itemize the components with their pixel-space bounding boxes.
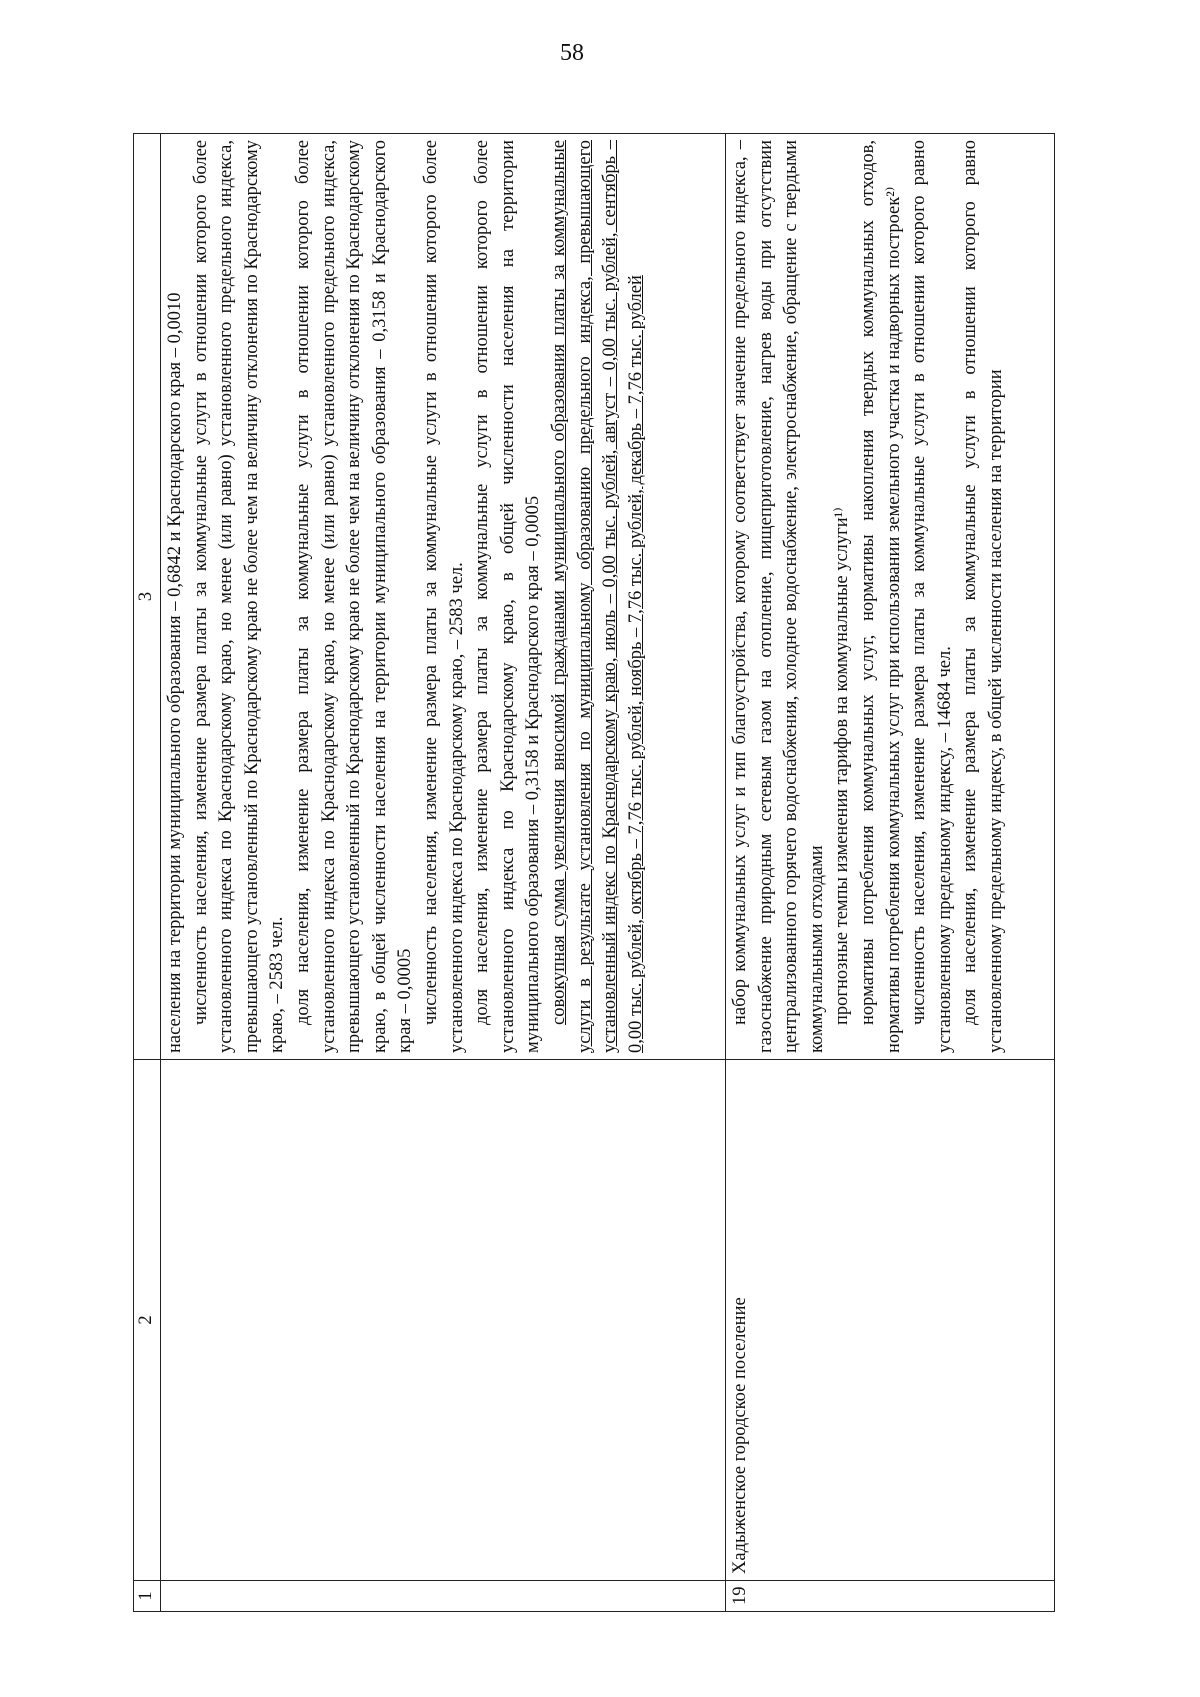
- row-number-cell: [161, 1581, 726, 1612]
- paragraph-tariff-forecast: прогнозные темпы изменения тарифов на коммунальные услуги¹⁾: [832, 507, 853, 1025]
- municipality-name-cell: Хадыженское городское поселение: [726, 1060, 1055, 1581]
- paragraph-share-population-start: населения на территории муниципального образования – 0,6842 и Краснодарского края – 0,0010: [165, 292, 185, 1053]
- row-details-cell: [161, 134, 726, 1060]
- paragraph-population-count: численность населения, изменение размера платы за коммунальные услуги в отношении которого равно установленному предельному индексу, – 14684 чел.: [909, 140, 955, 1053]
- paragraph-services-set: набор коммунальных услуг и тип благоустройства, которому соответствует значение предельного индекса, – газоснабжение природным сетевым газом на отопление, пищеприготовление, нагрев воды при отсутствии централизованного горячего водоснабжения, холодное водоснабжение, электроснабжение, обращение с твердыми коммунальными отходами: [730, 140, 827, 1053]
- row-name-cell: [161, 1060, 726, 1581]
- paragraph-population-share-2: доля населения, изменение размера платы за коммунальные услуги в отношении которого более установленного индекса по Краснодарскому краю, в общей численности населения на территории муниципального образования – 0,3158 и Краснодарского края – 0,0005: [472, 140, 544, 1053]
- table-row-continued: [161, 134, 726, 1612]
- paragraph-total-increase: совокупная сумма увеличения вносимой гражданами муниципального образования платы за коммунальные услуги в результате установления по муниципальному образованию предельного индекса, превышающего установленный индекс по Краснодарскому краю, июль – 0,00 тыс. рублей, август – 0,00 тыс. рублей, сентябрь – 0,00 тыс. рублей, октябрь – 7,76 тыс. рублей, ноябрь – 7,76 тыс. рублей, декабрь – 7,76 тыс. рублей: [548, 140, 646, 1053]
- row-details-cell: [726, 134, 1055, 1060]
- paragraph-population-count-1: численность населения, изменение размера платы за коммунальные услуги в отношении которого более установленного индекса по Краснодарскому краю, но менее (или равно) установленного предельного индекса, превышающего установленный по Краснодарскому краю не более чем на величину отклонения по Краснодарскому краю, – 2583 чел.: [190, 140, 288, 1053]
- page-number: 58: [560, 40, 584, 66]
- header-col-3: 3: [134, 134, 161, 1060]
- paragraph-population-count-2: численность населения, изменение размера платы за коммунальные услуги в отношении которого более установленного индекса по Краснодарскому краю, – 2583 чел.: [420, 140, 467, 1053]
- paragraph-consumption-norms: нормативы потребления коммунальных услуг, нормативы накопления твердых коммунальных отходов, нормативы потребления коммунальных услуг при использовании земельного участка и надворных построек²⁾: [857, 140, 904, 1053]
- paragraph-population-share-1: доля населения, изменение размера платы за коммунальные услуги в отношении которого более установленного индекса по Краснодарскому краю, но менее (или равно) установленного предельного индекса, превышающего установленный по Краснодарскому краю не более чем на величину отклонения по Краснодарскому краю, в общей численности населения на территории муниципального образования – 0,3158 и Краснодарского края – 0,0005: [292, 140, 416, 1053]
- rotated-sheet: [133, 133, 1055, 1612]
- paragraph-population-share: доля населения, изменение размера платы за коммунальные услуги в отношении которого равно установленному предельному индексу, в общей численности населения на территории: [960, 140, 1006, 1053]
- header-col-2: 2: [134, 1060, 161, 1581]
- row-number-cell: 19: [726, 1581, 1055, 1612]
- header-col-1: 1: [134, 1581, 161, 1612]
- table-row-19: [726, 134, 1055, 1612]
- data-table: [133, 133, 1055, 1612]
- table-header-row: [134, 134, 161, 1612]
